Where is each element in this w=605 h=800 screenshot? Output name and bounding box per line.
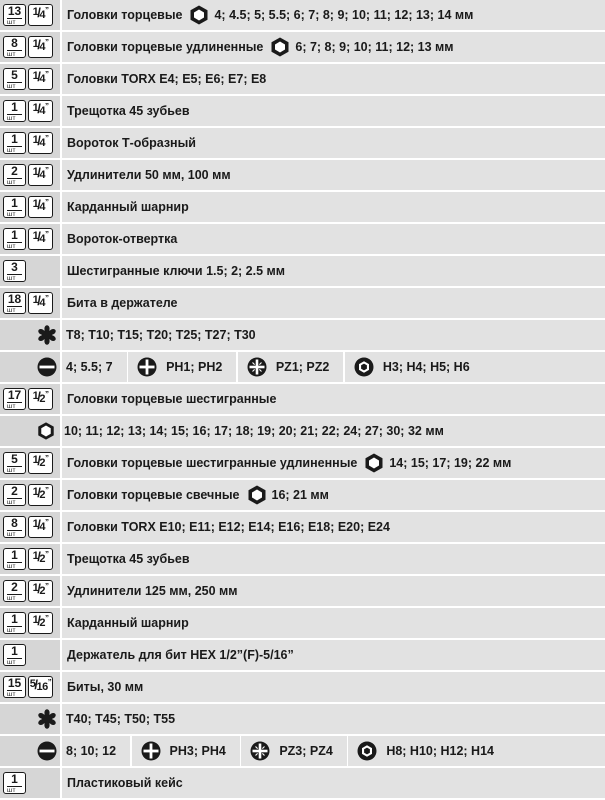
item-row: [0, 288, 605, 318]
fraction-slash: /: [37, 37, 41, 52]
unit-label: шт: [7, 178, 22, 186]
drive-numerator: 1: [32, 6, 39, 18]
unit-label: шт: [7, 82, 22, 90]
item-description: Головки торцевые свечные: [67, 488, 240, 502]
qty-cell: [0, 256, 62, 286]
bit-sizes: H8; H10; H12; H14: [386, 744, 494, 758]
item-description: Карданный шарнир: [67, 200, 189, 214]
qty-badge: [3, 228, 26, 250]
qty-badge: [3, 164, 26, 186]
qty-badge: [3, 100, 26, 122]
item-sizes: 4; 4.5; 5; 5.5; 6; 7; 8; 9; 10; 11; 12; 13; 14 мм: [214, 8, 474, 22]
drive-size-badge: [28, 388, 53, 410]
desc-cell: [62, 640, 605, 670]
drive-numerator: 1: [32, 102, 39, 114]
drive-size-badge: [28, 516, 53, 538]
drive-size-badge: [28, 548, 53, 570]
item-row: [0, 640, 605, 670]
item-row: [0, 544, 605, 574]
qty-badge: [3, 580, 26, 602]
sub-list-row: [0, 704, 605, 734]
qty-badge: [3, 132, 26, 154]
drive-fraction: [33, 198, 49, 216]
item-row: [0, 64, 605, 94]
qty-value: 1: [11, 644, 18, 658]
drive-denominator: 4: [39, 521, 45, 533]
qty-cell: [0, 64, 62, 94]
desc-cell: [62, 384, 605, 414]
item-row: [0, 768, 605, 798]
drive-fraction: [33, 518, 49, 536]
fraction-slash: /: [37, 69, 41, 84]
unit-label: шт: [7, 146, 22, 154]
item-row: [0, 576, 605, 606]
torx-icon: [36, 708, 58, 730]
drive-denominator: 4: [39, 137, 45, 149]
item-description: Головки торцевые шестигранные: [67, 392, 277, 406]
qty-badge: [3, 516, 26, 538]
qty-cell: [0, 384, 62, 414]
desc-cell: [62, 768, 605, 798]
bit-group: [140, 740, 226, 762]
desc-cell: [62, 256, 605, 286]
fraction-slash: /: [37, 229, 41, 244]
desc-cell: [62, 288, 605, 318]
item-description: Трещотка 45 зубьев: [67, 552, 190, 566]
unit-label: шт: [7, 210, 22, 218]
qty-cell: [0, 512, 62, 542]
cell-divider: [236, 352, 238, 382]
drive-fraction: [33, 70, 49, 88]
inch-mark: ”: [44, 582, 49, 591]
drive-denominator: 4: [39, 105, 45, 117]
qty-badge: [3, 452, 26, 474]
drive-fraction: [33, 294, 49, 312]
drive-fraction: [33, 550, 49, 568]
drive-denominator: 2: [39, 457, 45, 469]
item-description: Пластиковый кейс: [67, 776, 183, 790]
unit-label: шт: [7, 18, 22, 26]
qty-badge: [3, 4, 26, 26]
qty-badge: [3, 388, 26, 410]
desc-cell: [62, 0, 605, 30]
drive-size-badge: [28, 36, 53, 58]
inch-mark: ”: [44, 70, 49, 79]
drive-denominator: 16: [36, 681, 48, 693]
qty-value: 1: [11, 100, 18, 114]
drive-size-badge: [28, 4, 53, 26]
item-description: Головки торцевые: [67, 8, 183, 22]
fraction-slash: /: [37, 197, 41, 212]
bit-group: [36, 708, 175, 730]
drive-denominator: 2: [39, 585, 45, 597]
fraction-slash: /: [37, 165, 41, 180]
unit-label: шт: [7, 306, 22, 314]
bit-group: [36, 324, 256, 346]
unit-label: шт: [7, 114, 22, 122]
cell-divider: [127, 352, 129, 382]
qty-value: 18: [7, 292, 22, 306]
item-description: Головки TORX E4; E5; E6; E7; E8: [67, 72, 267, 86]
qty-value: 5: [11, 452, 18, 466]
qty-cell: [0, 224, 62, 254]
drive-numerator: 1: [32, 134, 39, 146]
qty-cell: [0, 32, 62, 62]
fraction-slash: /: [37, 549, 41, 564]
desc-cell: [62, 32, 605, 62]
item-row: [0, 128, 605, 158]
desc-cell: [62, 352, 605, 382]
item-sizes: 16; 21 мм: [271, 488, 329, 502]
hex-socket-icon: [363, 452, 385, 474]
desc-cell: [62, 736, 605, 766]
qty-cell: [0, 768, 62, 798]
bit-group: [36, 356, 113, 378]
drive-size-badge: [28, 484, 53, 506]
drive-size-badge: [28, 68, 53, 90]
qty-cell: [0, 480, 62, 510]
inch-mark: ”: [44, 198, 49, 207]
desc-cell: [62, 576, 605, 606]
sub-list-row: [0, 352, 605, 382]
bit-group: [36, 740, 116, 762]
bit-sizes: T40; T45; T50; T55: [66, 712, 176, 726]
item-description: Головки торцевые удлиненные: [67, 40, 264, 54]
unit-label: шт: [7, 562, 22, 570]
bit-group: [353, 356, 470, 378]
qty-value: 13: [7, 4, 22, 18]
item-row: [0, 32, 605, 62]
bit-sizes: 4; 5.5; 7: [66, 360, 113, 374]
qty-value: 15: [7, 676, 22, 690]
item-row: [0, 224, 605, 254]
qty-value: 1: [11, 772, 18, 786]
item-sizes: 14; 15; 17; 19; 22 мм: [389, 456, 512, 470]
item-row: [0, 480, 605, 510]
desc-cell: [62, 480, 605, 510]
inch-mark: ”: [44, 6, 49, 15]
sub-list-row: [0, 416, 605, 446]
qty-value: 1: [11, 548, 18, 562]
slotted-icon: [36, 740, 58, 762]
sub-list-row: [0, 736, 605, 766]
qty-value: 8: [11, 36, 18, 50]
item-row: [0, 608, 605, 638]
drive-size-badge: [28, 228, 53, 250]
unit-label: шт: [7, 50, 22, 58]
drive-fraction: [33, 102, 49, 120]
desc-cell: [62, 448, 605, 478]
desc-cell: [62, 128, 605, 158]
desc-cell: [62, 224, 605, 254]
inch-mark: ”: [44, 102, 49, 111]
qty-value: 8: [11, 516, 18, 530]
bit-sizes: PH1; PH2: [166, 360, 223, 374]
drive-size-badge: [28, 292, 53, 314]
drive-denominator: 2: [39, 617, 45, 629]
drive-denominator: 2: [39, 393, 45, 405]
qty-value: 2: [11, 164, 18, 178]
hex-socket-icon: [246, 484, 268, 506]
item-description: Удлинители 50 мм, 100 мм: [67, 168, 231, 182]
drive-fraction: [33, 134, 49, 152]
item-row: [0, 96, 605, 126]
qty-badge: [3, 676, 26, 698]
bit-group: [36, 421, 444, 441]
fraction-slash: /: [37, 133, 41, 148]
hex-socket-icon: [269, 36, 291, 58]
desc-cell: [62, 96, 605, 126]
drive-numerator: 1: [32, 582, 39, 594]
hex-bit-icon: [353, 356, 375, 378]
unit-label: шт: [7, 274, 22, 282]
qty-badge: [3, 772, 26, 794]
inch-mark: ”: [47, 678, 52, 687]
bit-group: [136, 356, 222, 378]
fraction-slash: /: [37, 581, 41, 596]
qty-badge: [3, 68, 26, 90]
fraction-slash: /: [37, 485, 41, 500]
drive-size-badge: [28, 580, 53, 602]
qty-badge: [3, 484, 26, 506]
inch-mark: ”: [44, 294, 49, 303]
qty-cell: [0, 448, 62, 478]
qty-value: 3: [11, 260, 18, 274]
drive-numerator: 1: [32, 614, 39, 626]
desc-cell: [62, 704, 605, 734]
drive-numerator: 1: [32, 70, 39, 82]
phillips-icon: [140, 740, 162, 762]
qty-badge: [3, 644, 26, 666]
qty-cell: [0, 0, 62, 30]
inch-mark: ”: [44, 486, 49, 495]
qty-badge: [3, 36, 26, 58]
unit-label: шт: [7, 242, 22, 250]
drive-size-badge: [28, 612, 53, 634]
qty-cell: [0, 160, 62, 190]
bit-group: [246, 356, 330, 378]
item-description: Удлинители 125 мм, 250 мм: [67, 584, 238, 598]
item-row: [0, 448, 605, 478]
qty-value: 2: [11, 484, 18, 498]
inch-mark: ”: [44, 614, 49, 623]
drive-denominator: 4: [39, 169, 45, 181]
qty-cell: [0, 608, 62, 638]
drive-size-badge: [28, 452, 53, 474]
qty-value: 1: [11, 132, 18, 146]
qty-cell: [0, 544, 62, 574]
drive-numerator: 1: [32, 486, 39, 498]
phillips-icon: [136, 356, 158, 378]
drive-numerator: 1: [32, 38, 39, 50]
qty-badge: [3, 612, 26, 634]
item-description: Трещотка 45 зубьев: [67, 104, 190, 118]
fraction-slash: /: [34, 677, 38, 692]
drive-size-badge: [28, 100, 53, 122]
inch-mark: ”: [44, 390, 49, 399]
drive-numerator: 1: [32, 518, 39, 530]
qty-cell: [0, 672, 62, 702]
drive-fraction: [33, 38, 49, 56]
inch-mark: ”: [44, 38, 49, 47]
cell-divider: [343, 352, 345, 382]
drive-size-badge: [28, 196, 53, 218]
item-row: [0, 0, 605, 30]
drive-denominator: 2: [39, 489, 45, 501]
item-row: [0, 256, 605, 286]
qty-cell: [0, 288, 62, 318]
unit-label: шт: [7, 498, 22, 506]
item-description: Держатель для бит HEX 1/2”(F)-5/16”: [67, 648, 294, 662]
drive-denominator: 4: [39, 201, 45, 213]
desc-cell: [62, 608, 605, 638]
unit-label: шт: [7, 626, 22, 634]
cell-divider: [130, 736, 132, 766]
drive-fraction: [33, 614, 49, 632]
inch-mark: ”: [44, 134, 49, 143]
item-row: [0, 672, 605, 702]
drive-numerator: 1: [32, 390, 39, 402]
inch-mark: ”: [44, 454, 49, 463]
unit-label: шт: [7, 466, 22, 474]
drive-fraction: [33, 390, 49, 408]
inch-mark: ”: [44, 518, 49, 527]
item-description: Биты, 30 мм: [67, 680, 144, 694]
unit-label: шт: [7, 594, 22, 602]
bit-group: [356, 740, 494, 762]
desc-cell: [62, 320, 605, 350]
sub-list-row: [0, 320, 605, 350]
item-description: Бита в держателе: [67, 296, 178, 310]
item-description: Головки TORX E10; E11; E12; E14; E16; E18; E20; E24: [67, 520, 390, 534]
fraction-slash: /: [37, 453, 41, 468]
drive-denominator: 4: [39, 73, 45, 85]
item-row: [0, 192, 605, 222]
qty-cell: [0, 640, 62, 670]
drive-fraction: [30, 678, 52, 696]
drive-denominator: 4: [39, 233, 45, 245]
fraction-slash: /: [37, 5, 41, 20]
inch-mark: ”: [44, 166, 49, 175]
desc-cell: [62, 672, 605, 702]
item-description: Карданный шарнир: [67, 616, 189, 630]
drive-size-badge: [28, 164, 53, 186]
unit-label: шт: [7, 786, 22, 794]
item-description: Головки торцевые шестигранные удлиненные: [67, 456, 358, 470]
inch-mark: ”: [44, 550, 49, 559]
unit-label: шт: [7, 402, 22, 410]
item-sizes: 6; 7; 8; 9; 10; 11; 12; 13 мм: [295, 40, 454, 54]
drive-fraction: [33, 166, 49, 184]
item-description: Вороток Т-образный: [67, 136, 196, 150]
bit-sizes: H3; H4; H5; H6: [382, 360, 470, 374]
fraction-slash: /: [37, 389, 41, 404]
pozidriv-icon: [246, 356, 268, 378]
drive-numerator: 1: [32, 198, 39, 210]
qty-badge: [3, 260, 26, 282]
item-row: [0, 160, 605, 190]
qty-cell: [0, 576, 62, 606]
qty-badge: [3, 196, 26, 218]
hex-socket-icon: [188, 4, 210, 26]
qty-cell: [0, 96, 62, 126]
torx-icon: [36, 324, 58, 346]
hex-bit-icon: [356, 740, 378, 762]
qty-value: 1: [11, 228, 18, 242]
desc-cell: [62, 512, 605, 542]
drive-size-badge: [28, 132, 53, 154]
drive-denominator: 4: [39, 9, 45, 21]
desc-cell: [62, 416, 605, 446]
bit-sizes: T8; T10; T15; T20; T25; T27; T30: [66, 328, 256, 342]
bit-sizes: PZ3; PZ4: [279, 744, 333, 758]
qty-value: 1: [11, 612, 18, 626]
drive-numerator: 1: [32, 166, 39, 178]
drive-numerator: 1: [32, 294, 39, 306]
drive-fraction: [33, 582, 49, 600]
qty-cell: [0, 192, 62, 222]
drive-numerator: 1: [32, 550, 39, 562]
fraction-slash: /: [37, 293, 41, 308]
fraction-slash: /: [37, 613, 41, 628]
drive-denominator: 2: [39, 553, 45, 565]
bit-sizes: 8; 10; 12: [66, 744, 117, 758]
cell-divider: [240, 736, 242, 766]
desc-cell: [62, 160, 605, 190]
item-description: Шестигранные ключи 1.5; 2; 2.5 мм: [67, 264, 286, 278]
hex-ring-icon: [36, 421, 56, 441]
pozidriv-icon: [249, 740, 271, 762]
inch-mark: ”: [44, 230, 49, 239]
drive-denominator: 4: [39, 297, 45, 309]
drive-fraction: [33, 230, 49, 248]
drive-denominator: 4: [39, 41, 45, 53]
desc-cell: [62, 544, 605, 574]
drive-numerator: 1: [32, 230, 39, 242]
qty-badge: [3, 292, 26, 314]
drive-fraction: [33, 486, 49, 504]
qty-value: 17: [7, 388, 22, 402]
drive-size-badge: [28, 676, 53, 698]
fraction-slash: /: [37, 101, 41, 116]
item-description: Вороток-отвертка: [67, 232, 178, 246]
unit-label: шт: [7, 658, 22, 666]
drive-numerator: 5: [29, 678, 36, 690]
bit-group: [249, 740, 333, 762]
item-row: [0, 512, 605, 542]
drive-fraction: [33, 6, 49, 24]
desc-cell: [62, 192, 605, 222]
item-row: [0, 384, 605, 414]
bit-sizes: 10; 11; 12; 13; 14; 15; 16; 17; 18; 19; 20; 21; 22; 24; 27; 30; 32 мм: [64, 424, 444, 438]
drive-fraction: [33, 454, 49, 472]
slotted-icon: [36, 356, 58, 378]
unit-label: шт: [7, 530, 22, 538]
cell-divider: [347, 736, 349, 766]
qty-value: 5: [11, 68, 18, 82]
qty-value: 1: [11, 196, 18, 210]
qty-badge: [3, 548, 26, 570]
fraction-slash: /: [37, 517, 41, 532]
bit-sizes: PH3; PH4: [169, 744, 226, 758]
unit-label: шт: [7, 690, 22, 698]
desc-cell: [62, 64, 605, 94]
bit-sizes: PZ1; PZ2: [275, 360, 330, 374]
drive-numerator: 1: [32, 454, 39, 466]
qty-cell: [0, 128, 62, 158]
qty-value: 2: [11, 580, 18, 594]
